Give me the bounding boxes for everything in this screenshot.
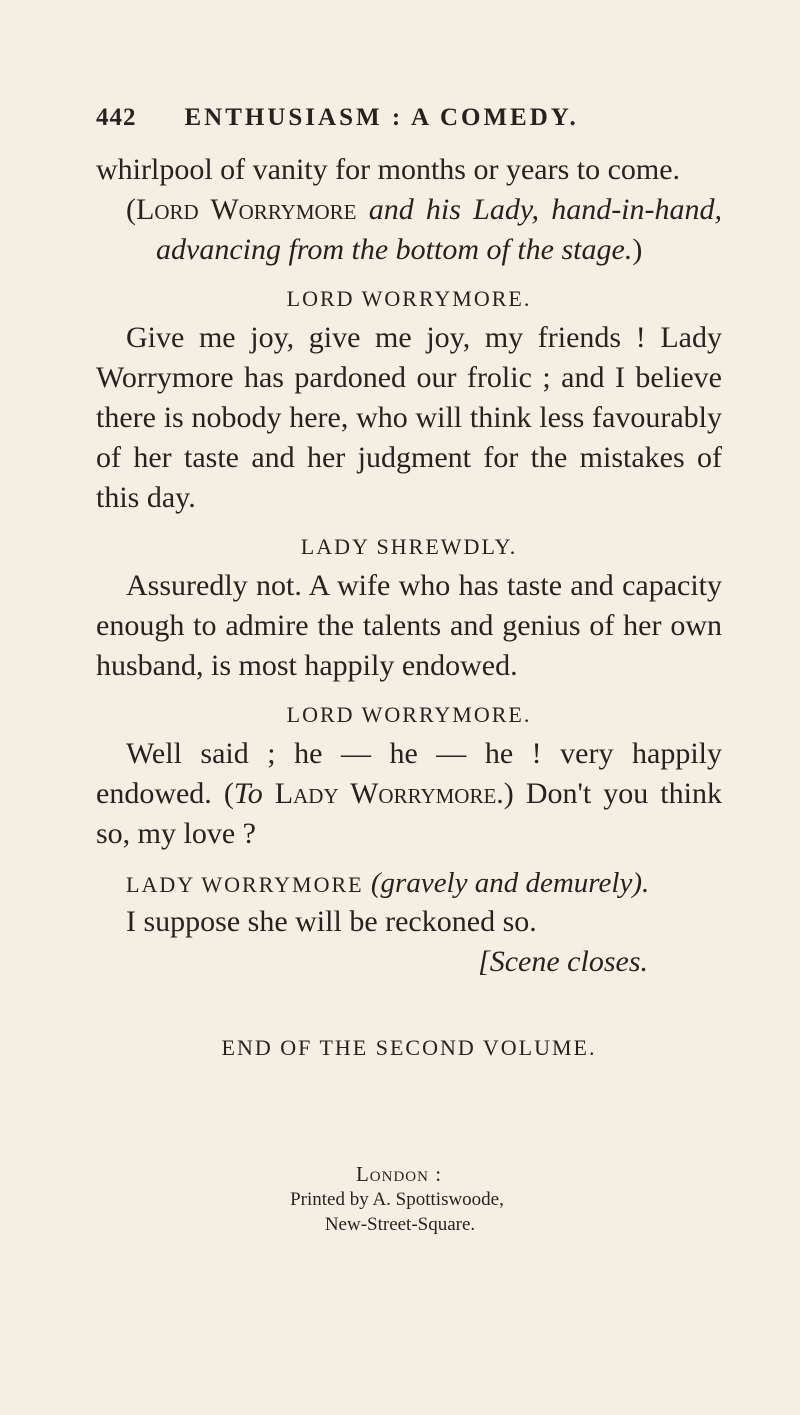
imprint-printer: Printed by A. Spottiswoode,: [290, 1189, 504, 1210]
end-of-volume: END OF THE SECOND VOLUME.: [221, 1035, 597, 1060]
speech-part: Well said ; he — he — he ! very happily endowed. (: [96, 737, 722, 810]
page-header: [96, 104, 716, 132]
scene-closes: [Scene closes.: [478, 945, 648, 978]
stage-direction: [126, 190, 722, 270]
speech: [96, 734, 722, 854]
speaker-name: LADY WORRYMORE: [126, 872, 364, 897]
speech-part: ) Don't you think so, my love ?: [96, 777, 722, 850]
speech: I suppose she will be reckoned so.: [126, 905, 537, 938]
speech: Assuredly not. A wife who has taste and capacity enough to admire the talents and genius of her own husband, is most happily endowed.: [96, 569, 722, 682]
printer-imprint: [0, 1162, 800, 1237]
running-title: ENTHUSIASM : A COMEDY.: [184, 104, 579, 131]
speaker-heading: LADY SHREWDLY.: [300, 534, 518, 559]
imprint-city: London :: [355, 1162, 443, 1186]
paragraph-continuation: whirlpool of vanity for months or years to come.: [96, 153, 681, 186]
speech-aside-character: Lady Worrymore.: [262, 777, 504, 810]
speaker-heading: [126, 868, 722, 900]
imprint-address: New-Street-Square.: [324, 1214, 476, 1235]
speech: Give me joy, give me joy, my friends ! Lady Worrymore has pardoned our frolic ; and I believe there is nobody here, who will think less favourably of her taste and her judgment for the mistakes of this day.: [96, 321, 722, 514]
stage-direction-character: Lord Worrymore: [136, 193, 357, 226]
page-number: 442: [96, 104, 137, 131]
speech-aside-to: To: [233, 777, 263, 810]
stage-direction-open: (: [126, 193, 136, 226]
stage-direction-close: ): [632, 233, 643, 266]
speaker-direction: (gravely and demurely).: [363, 867, 650, 899]
page-body: [96, 150, 722, 1068]
speaker-heading: LORD WORRYMORE.: [286, 286, 532, 311]
speaker-heading: LORD WORRYMORE.: [286, 702, 532, 727]
stage-direction-text: and his Lady, hand-in-hand, advancing from the bottom of the stage.: [156, 193, 723, 266]
